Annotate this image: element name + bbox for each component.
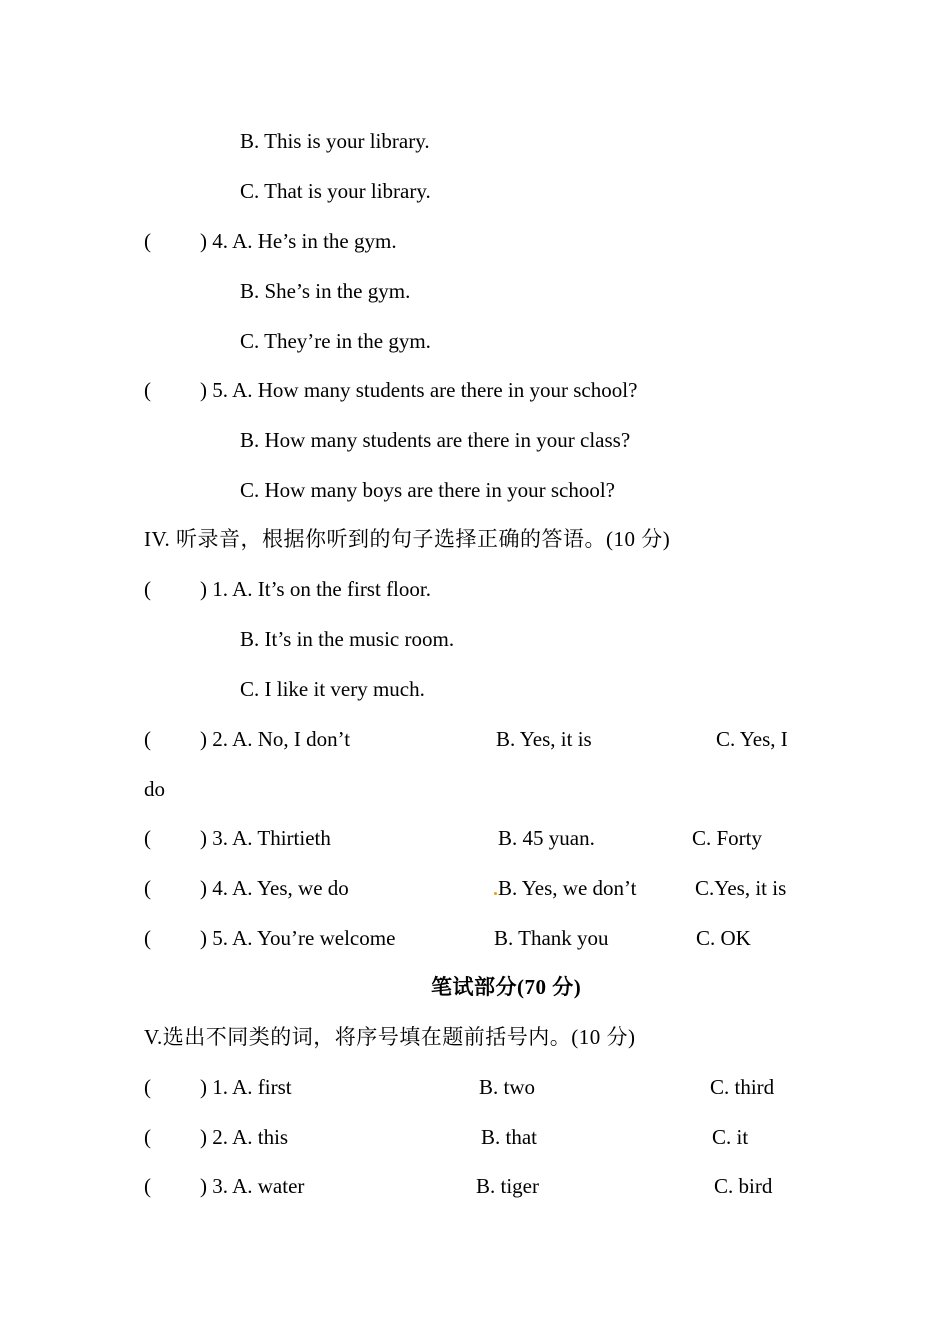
s5-question-3-option-a: ) 3. A. water	[200, 1174, 305, 1198]
s4-question-3-option-c: C. Forty	[692, 826, 763, 850]
answer-paren: (	[144, 876, 151, 900]
written-part-heading: 笔试部分(70 分)	[431, 975, 582, 999]
s4-question-1-option-c: C. I like it very much.	[240, 677, 425, 701]
question-4-option-a: ) 4. A. He’s in the gym.	[200, 229, 397, 253]
s5-question-2-option-c: C. it	[712, 1125, 749, 1149]
s4-question-5-option-b: B. Thank you	[494, 926, 609, 950]
s4-question-4-option-b: B. Yes, we don’t	[498, 876, 637, 900]
section-5-heading: V.选出不同类的词，将序号填在题前括号内。(10 分)	[144, 1025, 636, 1049]
s4-question-2-option-a: ) 2. A. No, I don’t	[200, 727, 351, 751]
answer-paren: (	[144, 1075, 151, 1099]
s4-question-4-option-c: C.Yes, it is	[695, 876, 787, 900]
option-b-library: B. This is your library.	[240, 129, 430, 153]
s4-question-3-option-b: B. 45 yuan.	[498, 826, 595, 850]
s5-question-3-option-c: C. bird	[714, 1174, 773, 1198]
s5-question-3-option-b: B. tiger	[476, 1174, 539, 1198]
answer-paren: (	[144, 229, 151, 253]
s5-question-1-option-b: B. two	[479, 1075, 536, 1099]
option-c-library: C. That is your library.	[240, 179, 431, 203]
s4-question-2-option-b: B. Yes, it is	[496, 727, 592, 751]
s4-question-3-option-a: ) 3. A. Thirtieth	[200, 826, 331, 850]
answer-paren: (	[144, 1125, 151, 1149]
s5-question-1-option-a: ) 1. A. first	[200, 1075, 292, 1099]
question-4-option-c: C. They’re in the gym.	[240, 329, 431, 353]
question-5-option-c: C. How many boys are there in your school?	[240, 478, 615, 502]
s4-question-1-option-b: B. It’s in the music room.	[240, 627, 455, 651]
s4-question-1-option-a: ) 1. A. It’s on the first floor.	[200, 577, 431, 601]
s5-question-1-option-c: C. third	[710, 1075, 775, 1099]
question-4-option-b: B. She’s in the gym.	[240, 279, 411, 303]
s5-question-2-option-b: B. that	[481, 1125, 537, 1149]
s5-question-2-option-a: ) 2. A. this	[200, 1125, 289, 1149]
answer-paren: (	[144, 926, 151, 950]
s4-question-4-option-a: ) 4. A. Yes, we do	[200, 876, 349, 900]
s4-question-5-option-a: ) 5. A. You’re welcome	[200, 926, 396, 950]
answer-paren: (	[144, 1174, 151, 1198]
answer-paren: (	[144, 378, 151, 402]
section-4-heading: IV. 听录音，根据你听到的句子选择正确的答语。(10 分)	[144, 527, 671, 551]
stray-mark	[494, 892, 497, 895]
s4-question-2-option-c: C. Yes, I	[716, 727, 788, 751]
s4-question-5-option-c: C. OK	[696, 926, 751, 950]
answer-paren: (	[144, 826, 151, 850]
question-5-option-b: B. How many students are there in your class?	[240, 428, 631, 452]
answer-paren: (	[144, 577, 151, 601]
answer-paren: (	[144, 727, 151, 751]
question-5-option-a: ) 5. A. How many students are there in your school?	[200, 378, 638, 402]
s4-question-2-option-c-wrap: do	[144, 777, 165, 801]
